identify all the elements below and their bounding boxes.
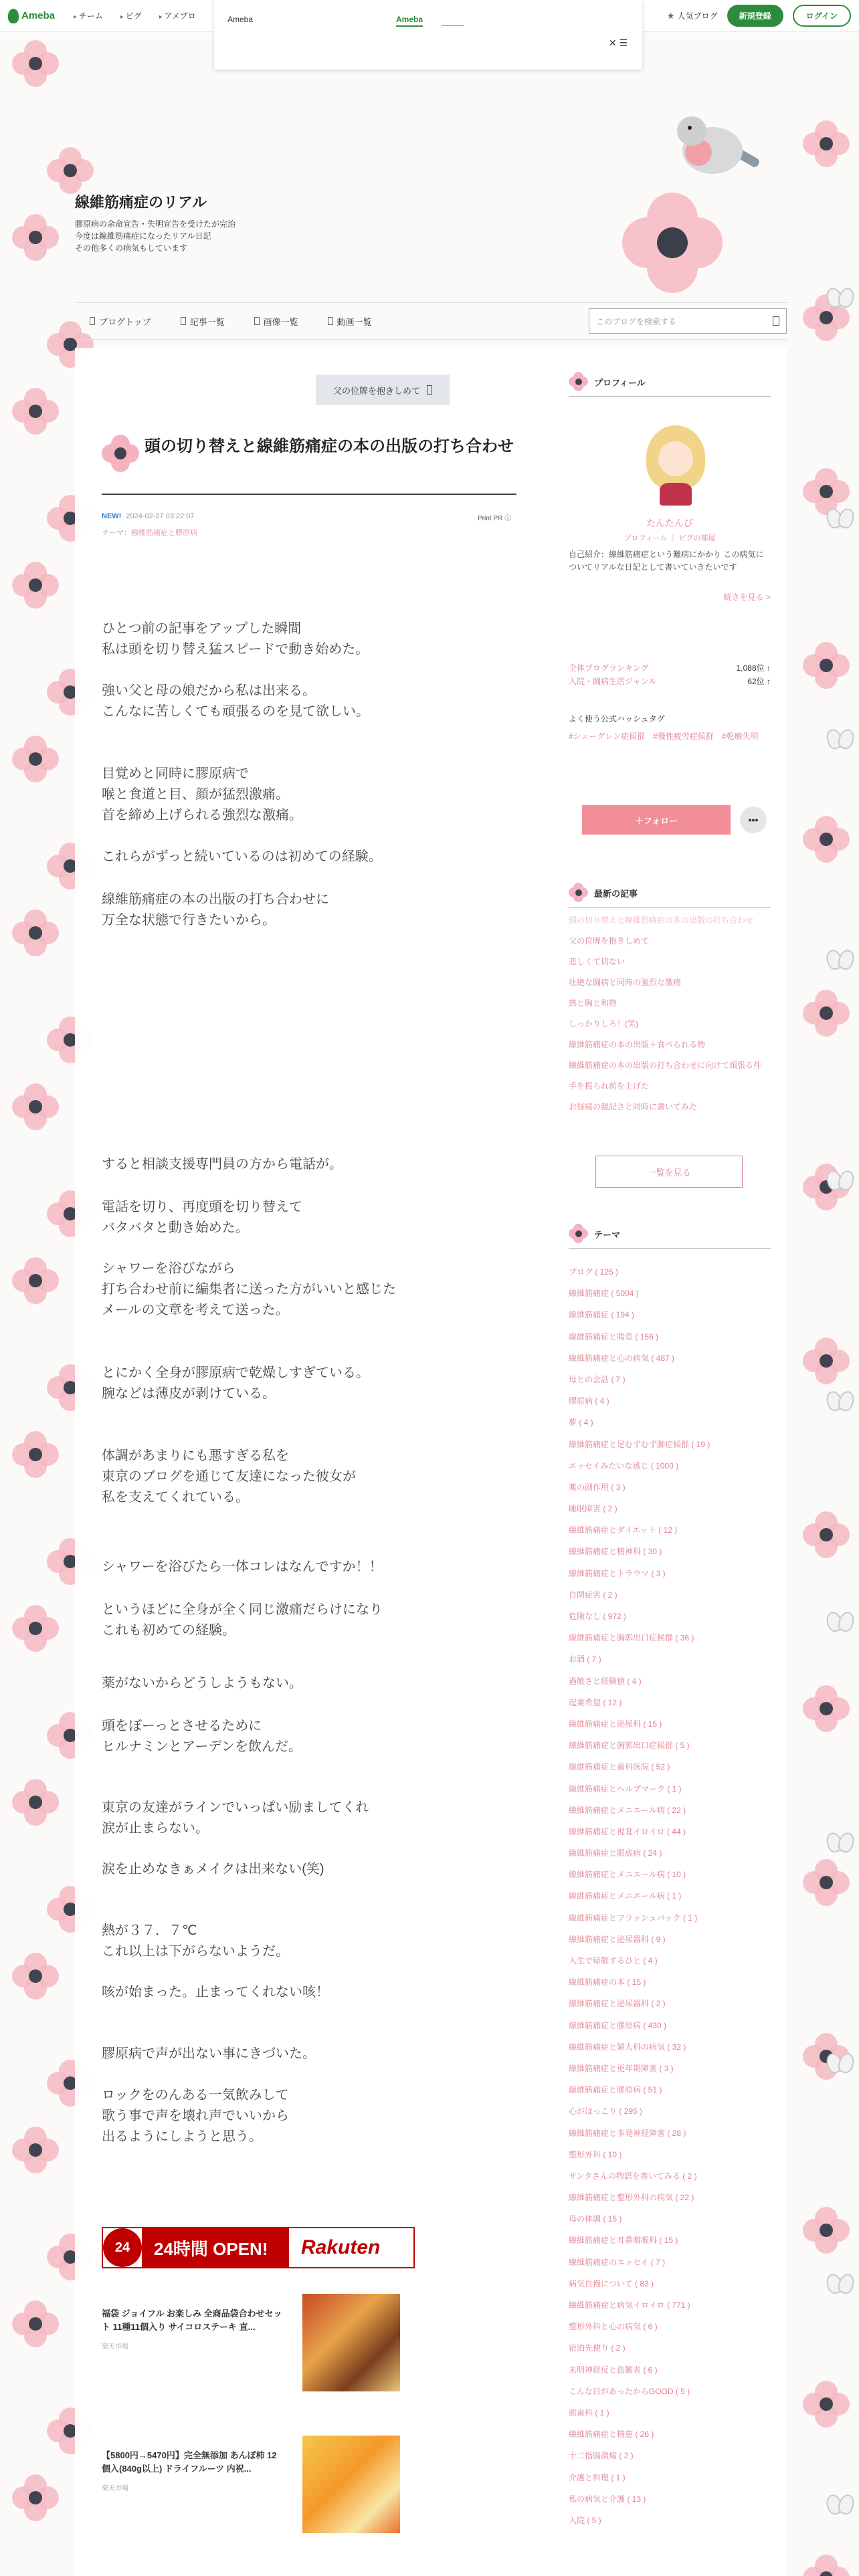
entry-line: これも初めての経験。 — [102, 1623, 235, 1638]
theme-prefix: テーマ： — [102, 529, 131, 537]
entry-paragraph — [102, 1557, 516, 1578]
decor-flower-icon — [803, 1511, 850, 1558]
hashtag-heading: よく使う公式ハッシュタグ — [569, 714, 665, 724]
decor-flower-icon — [12, 1779, 59, 1826]
nav-label: ブログトップ — [99, 316, 151, 327]
entry-paragraph — [102, 847, 516, 867]
ad-image — [302, 2294, 400, 2391]
nav-article-list[interactable] — [181, 315, 225, 328]
theme-link[interactable]: 線維筋痛症と精神科 ( 30 ) — [569, 1547, 662, 1557]
decor-butterfly-icon — [827, 2053, 854, 2072]
more-options-button[interactable]: ••• — [740, 807, 767, 833]
decor-flower-icon — [12, 1431, 59, 1478]
recent-article-link[interactable]: 線維筋痛症の本の出版＋食べられる物 — [569, 1040, 706, 1049]
ad-source: 楽天市場 — [102, 2343, 128, 2351]
flower-icon — [102, 435, 139, 472]
entry-paragraph — [102, 1446, 516, 1508]
blog-nav — [75, 302, 787, 340]
global-nav-team[interactable]: ▸ チーム — [74, 10, 103, 21]
ad-text: 福袋 ジョイフル お楽しみ 全商品袋合わせセット 11種11個入り サイコロステーキ 直... — [102, 2309, 282, 2332]
hashtag-list[interactable]: #シェーグレン症候群 #慢性疲労症候群 #乾癬失明 — [569, 732, 759, 741]
entry-paragraph — [102, 1600, 516, 1641]
entry-line: 線維筋痛症の本の出版の打ち合わせに — [102, 892, 329, 907]
entry-line: シャワーを浴びながら — [102, 1261, 235, 1276]
theme-link[interactable]: 線維筋痛症とメニエール病 ( 22 ) — [569, 1805, 686, 1815]
entry-line: 咳が始まった。止まってくれない咳！ — [102, 1985, 329, 2000]
theme-link[interactable]: 入生で帰敬するひと ( 4 ) — [569, 1956, 658, 1965]
decor-flower-icon — [12, 1953, 59, 2000]
entry-line: 熱が３７．７℃ — [102, 1923, 197, 1938]
entry-line: 東京のブログを通じて友達になった彼女が — [102, 1469, 356, 1484]
decor-flower-icon — [803, 2555, 850, 2576]
theme-link[interactable]: 病気自慢について ( 83 ) — [569, 2278, 654, 2288]
entry-line: これ以上は下がらないようだ。 — [102, 1944, 289, 1959]
avatar[interactable] — [644, 425, 708, 506]
nav-label: 画像一覧 — [263, 316, 298, 327]
theme-link[interactable]: 入院 ( 5 ) — [569, 2515, 601, 2525]
decor-flower-icon — [803, 1337, 850, 1384]
popular-blog-link[interactable] — [667, 10, 718, 21]
theme-link[interactable]: 前歯科 ( 1 ) — [569, 2407, 609, 2418]
entry-line: 強い父と母の娘だから私は出来る。 — [102, 683, 316, 698]
profile-more-link[interactable]: 続きを見る > — [723, 593, 771, 602]
theme-link[interactable]: 線維筋痛症と膠原病 ( 51 ) — [569, 2085, 662, 2095]
entry-paragraph — [102, 1197, 516, 1239]
image-icon — [254, 317, 260, 325]
theme-link[interactable]: 線維筋痛症の本 ( 15 ) — [569, 1977, 646, 1988]
decor-butterfly-icon — [827, 2274, 854, 2292]
theme-link[interactable]: 線維筋痛症と整形外科の病気 ( 22 ) — [569, 2193, 694, 2203]
popup-close-icon[interactable]: ✕ ☰ — [608, 37, 628, 48]
entry-line: 涙が止まらない。 — [102, 1821, 209, 1836]
recent-article-link[interactable]: 壮絶な闘病と同時の強烈な激痛 — [569, 978, 682, 987]
entry-paragraph — [102, 619, 516, 660]
ameba-logo[interactable] — [8, 9, 55, 23]
theme-link[interactable]: 線維筋痛症と視覚イロイロ ( 44 ) — [569, 1826, 686, 1836]
ranking-overall[interactable] — [569, 662, 771, 673]
theme-link[interactable]: 線維筋痛症と膠原病 ( 430 ) — [569, 2020, 667, 2030]
decor-butterfly-icon — [827, 1170, 854, 1189]
entry-title[interactable]: 頭の切り替えと線維筋痛症の本の出版の打ち合わせ — [145, 437, 514, 455]
nav-image-list[interactable] — [254, 315, 298, 328]
decor-butterfly-icon — [827, 1391, 854, 1410]
global-nav-pigg[interactable]: ▸ ピグ — [120, 10, 142, 21]
entry-paragraph — [102, 1859, 516, 1880]
entry-line: ひとつ前の記事をアップした瞬間 — [102, 621, 302, 636]
theme-link[interactable]: 線維筋痛症とメニエール病 ( 1 ) — [569, 1891, 682, 1901]
doc-icon — [181, 317, 186, 325]
arrow-icon — [427, 385, 432, 395]
decor-butterfly-icon — [827, 2494, 854, 2513]
entry-line: 薬がないからどうしようもない。 — [102, 1676, 302, 1691]
theme-link[interactable]: ブログ ( 125 ) — [569, 1267, 619, 1277]
new-badge: NEW! — [102, 512, 122, 520]
global-nav-ameblo[interactable]: ▸ アメブロ — [159, 10, 196, 21]
search-icon[interactable] — [773, 316, 779, 326]
entry-line: ヒルナミンとアーデンを飲んだ。 — [102, 1739, 302, 1754]
decor-flower-icon — [803, 816, 850, 863]
decor-flower-icon — [12, 1083, 59, 1130]
flower-icon — [569, 372, 589, 392]
theme-link[interactable]: 線維筋痛症と膠原病 — [131, 529, 197, 537]
blog-description — [75, 218, 235, 254]
star-icon: ★ — [666, 10, 675, 21]
search-placeholder: このブログを検索する — [596, 316, 677, 326]
entry-paragraph — [102, 764, 516, 826]
entry-theme — [102, 527, 197, 538]
theme-link[interactable]: 線維筋痛症と多発神経障害 ( 28 ) — [569, 2128, 686, 2138]
entry-line: とにかく全身が膠原病で乾燥しすぎている。 — [102, 1366, 369, 1380]
blog-desc-line: その他多くの病気もしています — [75, 243, 188, 253]
nav-blog-top[interactable] — [90, 315, 151, 328]
entry-paragraph — [102, 1921, 516, 1962]
entry-line: 目覚めと同時に膠原病で — [102, 766, 249, 781]
theme-link[interactable]: 線維筋痛症と胸郭出口症候群 ( 5 ) — [569, 1741, 690, 1751]
theme-link[interactable]: 線維筋痛症とトラウマ ( 3 ) — [569, 1568, 666, 1578]
theme-link[interactable]: 線維筋痛症と喘息 ( 156 ) — [569, 1331, 659, 1341]
theme-link[interactable]: 私の病気と介護 ( 13 ) — [569, 2494, 646, 2504]
anemone-flower-icon — [622, 193, 723, 293]
entry-line: メールの文章を考えて送った。 — [102, 1303, 289, 1317]
theme-link[interactable]: 線維筋痛症と更年期障害 ( 3 ) — [569, 2063, 674, 2073]
profile-intro: 自己紹介：線維筋痛症という難病にかかり この病気についてリアルな日記として書いていきたいです — [569, 550, 764, 572]
theme-link[interactable]: 起業希望 ( 12 ) — [569, 1697, 622, 1707]
decor-flower-icon — [12, 2300, 59, 2347]
theme-link[interactable]: 線維筋痛症と耳鼻咽喉科 ( 15 ) — [569, 2236, 678, 2246]
entry-paragraph — [102, 1363, 516, 1404]
popup-divider — [442, 25, 464, 26]
entry-line: というほどに全身が全く同じ激痛だらけになり — [102, 1602, 383, 1617]
popup-left-label: Ameba — [227, 15, 254, 24]
decor-flower-icon — [12, 2474, 59, 2521]
nav-label: 記事一覧 — [189, 316, 225, 327]
prev-article-link[interactable] — [316, 374, 450, 405]
doc-icon — [90, 317, 95, 325]
theme-link[interactable]: 線維筋痛症と歯科医院 ( 52 ) — [569, 1762, 670, 1772]
main-content — [75, 348, 787, 2576]
theme-link[interactable]: 整形外科と心の病気 ( 6 ) — [569, 2322, 658, 2332]
entry-line: シャワーを浴びたら一体コレはなんですか！！ — [102, 1560, 383, 1574]
decor-flower-icon — [12, 388, 59, 435]
decor-flower-icon — [803, 642, 850, 689]
theme-link[interactable]: 宿泊先便り ( 2 ) — [569, 2343, 626, 2353]
view-all-button[interactable]: 一覧を見る — [595, 1156, 743, 1188]
decor-flower-icon — [803, 1685, 850, 1732]
entry-line: ロックをのんある一気飲みして — [102, 2088, 289, 2103]
theme-link[interactable]: 線維筋痛症のエッセイ ( 7 ) — [569, 2257, 666, 2267]
overlay-popup — [214, 0, 642, 70]
recent-article-link[interactable]: 父の位牌を抱きしめて — [569, 936, 650, 946]
decor-flower-icon — [803, 2381, 850, 2428]
entry-line: 歌う事で声を壊れ声でいいから — [102, 2109, 289, 2123]
flower-icon — [569, 1224, 589, 1244]
theme-link[interactable]: 線維筋痛症と病気イロイロ ( 771 ) — [569, 2300, 690, 2310]
recent-article-link[interactable]: 手を振られ前を上げた — [569, 1081, 650, 1091]
recent-heading — [569, 883, 771, 907]
decor-flower-icon — [12, 1257, 59, 1304]
entry-line: すると相談支援専門員の方から電話が。 — [102, 1157, 343, 1172]
theme-link[interactable]: サンタさんの物語を書いてみる ( 2 ) — [569, 2171, 697, 2181]
theme-link[interactable]: 線維筋痛症とフラッシュバック ( 1 ) — [569, 1913, 698, 1923]
video-icon — [328, 317, 333, 325]
ranking-label: 入院・闘病生活ジャンル — [569, 677, 657, 686]
clock-icon: 24 — [103, 2228, 142, 2267]
decor-flower-icon — [12, 1605, 59, 1652]
entry-line: 万全な状態で行きたいから。 — [102, 913, 276, 928]
theme-link[interactable]: 線維筋痛症と心の病気 ( 487 ) — [569, 1353, 675, 1363]
theme-link[interactable]: 夢 ( 4 ) — [569, 1418, 593, 1428]
theme-heading — [569, 1224, 771, 1249]
entry-line: 腕などは薄皮が剥けている。 — [102, 1386, 276, 1401]
ad-image — [302, 2436, 400, 2533]
ad-source: 楽天市場 — [102, 2485, 128, 2492]
profile-heading — [569, 372, 771, 397]
banner-open-text: 24時間 OPEN! — [142, 2228, 289, 2267]
entry-line: 打ち合わせ前に編集者に送った方がいいと感じた — [102, 1282, 396, 1297]
nav-video-list[interactable] — [328, 315, 372, 328]
header-actions — [667, 5, 851, 27]
recent-article-link[interactable]: 線維筋痛症の本の出版の打ち合わせに向けて頑張る件 — [569, 1061, 762, 1070]
theme-link[interactable]: 線維筋痛症と足むずむず脚症候群 ( 19 ) — [569, 1439, 710, 1449]
theme-link[interactable]: 線維筋痛症とダイエット ( 12 ) — [569, 1525, 678, 1535]
recent-article-link[interactable]: 熱と胸と和物 — [569, 998, 617, 1008]
entry-line: バタバタと動き始めた。 — [102, 1220, 249, 1235]
nav-label: 動画一覧 — [337, 316, 372, 327]
ad-item[interactable] — [102, 2436, 409, 2536]
entry-paragraph — [102, 2085, 516, 2147]
entry-datetime: 2024-02-27 03:22:07 — [126, 512, 195, 520]
theme-link[interactable]: 線維筋痛症と胸郭出口症候群 ( 36 ) — [569, 1633, 694, 1643]
entry-line: こんなに苦しくても頑張るのを見て欲しい。 — [102, 704, 369, 719]
blog-desc-line: 膠原病の余命宣告・失明宣告を受けたが完治 — [75, 219, 236, 229]
theme-link[interactable]: 線維筋痛症と婦人科の病気 ( 32 ) — [569, 2042, 686, 2052]
theme-link[interactable]: 睡眠障害 ( 2 ) — [569, 1504, 617, 1514]
entry-line: 体調があまりにも悪すぎる私を — [102, 1448, 289, 1463]
theme-link[interactable]: 線維筋痛症 ( 194 ) — [569, 1310, 635, 1320]
decor-butterfly-icon — [827, 1832, 854, 1851]
follow-button[interactable]: ＋フォロー — [582, 805, 731, 835]
entry-line: 電話を切り、再度頭を切り替えて — [102, 1200, 302, 1214]
blog-header — [0, 32, 859, 300]
flower-icon — [569, 883, 589, 903]
recent-article-link[interactable]: 悲しくて切ない — [569, 957, 626, 966]
ameba-brand: Ameba — [21, 10, 56, 21]
decor-flower-icon — [12, 736, 59, 782]
theme-link[interactable]: 過敏さと経験値 ( 4 ) — [569, 1676, 642, 1686]
ranking-value: 62位 ↑ — [747, 677, 771, 686]
ranking-value: 1,088位 ↑ — [736, 663, 771, 673]
entry-paragraph — [102, 681, 516, 722]
theme-link[interactable]: 危険なし ( 972 ) — [569, 1612, 627, 1621]
ad-item[interactable] — [102, 2294, 409, 2394]
entry-line: 頭をぼーっとさせるために — [102, 1719, 262, 1733]
entry-line: これらがずっと続いているのは初めての経験。 — [102, 849, 382, 864]
entry-line: 東京の友達がラインでいっぱい励ましてくれ — [102, 1800, 369, 1815]
rakuten-logo: Rakuten — [301, 2236, 381, 2258]
decor-flower-icon — [803, 1859, 850, 1906]
ad-text: 【5800円→5470円】完全無添加 あんぽ柿 12個入(840g以上) ドライフルーツ 内祝... — [102, 2450, 277, 2474]
print-pr-label[interactable]: Print PR ⓘ — [478, 515, 512, 522]
login-button[interactable]: ログイン — [793, 5, 851, 27]
entry-paragraph — [102, 1673, 516, 1694]
entry-line: 喉と食道と目、顔が猛烈激痛。 — [102, 787, 289, 802]
theme-link[interactable]: 線維筋痛症とヘルプマーク ( 1 ) — [569, 1784, 682, 1794]
profile-links[interactable]: プロフィール ｜ ピグの部屋 — [624, 534, 716, 542]
recent-article-link[interactable]: しっかりしろ！(笑) — [569, 1019, 638, 1029]
robin-bird-icon — [676, 107, 756, 194]
decor-butterfly-icon — [827, 950, 854, 968]
theme-heading-label: テーマ — [594, 1229, 621, 1240]
entry-paragraph — [102, 889, 516, 931]
theme-list — [569, 1261, 771, 2531]
entry-line: 出るようにしようと思う。 — [102, 2129, 262, 2144]
recent-article-link[interactable]: お昼寝の親記さと同時に書いてみた — [569, 1102, 698, 1111]
global-nav — [74, 10, 196, 21]
ranking-label: 全体ブログランキング — [569, 663, 649, 673]
theme-link[interactable]: 未明神経反と盗難者 ( 6 ) — [569, 2365, 658, 2375]
entry-line: 私を支えてくれている。 — [102, 1490, 249, 1505]
entry-paragraph — [102, 1154, 516, 1175]
theme-link[interactable]: 線維筋痛症とメニエール病 ( 10 ) — [569, 1870, 686, 1880]
theme-link[interactable]: 薬の副作用 ( 3 ) — [569, 1482, 626, 1492]
theme-link[interactable]: こんな日があったからGOOD ( 5 ) — [569, 2386, 690, 2396]
theme-link[interactable]: 線維筋痛症と泌尿科 ( 15 ) — [569, 1719, 662, 1729]
theme-link[interactable]: 介護と料理 ( 1 ) — [569, 2472, 626, 2482]
recent-article-link[interactable]: 頭の切り替えと線維筋痛症の本の出版の打ち合わせ — [569, 916, 754, 925]
theme-link[interactable]: 母の体調 ( 15 ) — [569, 2214, 622, 2224]
entry-paragraph — [102, 1982, 516, 2003]
theme-link[interactable]: 線維筋痛症と眼底病 ( 24 ) — [569, 1848, 662, 1858]
decor-butterfly-icon — [827, 1612, 854, 1630]
theme-link[interactable]: 整形外科 ( 10 ) — [569, 2149, 622, 2159]
blog-search-input[interactable] — [589, 308, 787, 334]
ranking-genre[interactable] — [569, 675, 771, 687]
theme-link[interactable]: 母との会話 ( 7 ) — [569, 1374, 626, 1384]
entry-line: 涙を止めなきぁメイクは出来ない(笑) — [102, 1862, 324, 1876]
decor-flower-icon — [12, 909, 59, 956]
popup-tab-ameba[interactable]: Ameba — [396, 15, 423, 27]
recent-heading-label: 最新の記事 — [594, 888, 638, 899]
title-divider — [102, 494, 516, 495]
theme-link[interactable]: 自閉症害 ( 2 ) — [569, 1590, 617, 1600]
entry-paragraph — [102, 1798, 516, 1839]
theme-link[interactable]: 心がほっこり ( 295 ) — [569, 2107, 643, 2117]
entry-paragraph — [102, 2044, 516, 2064]
signup-button[interactable]: 新規登録 — [727, 5, 783, 27]
theme-link[interactable]: 十二指腸潰瘍 ( 2 ) — [569, 2451, 634, 2461]
decor-flower-icon — [803, 2207, 850, 2254]
theme-link[interactable]: 線維筋痛症と泌尿器科 ( 9 ) — [569, 1934, 666, 1944]
theme-link[interactable]: 線維筋痛症と精患 ( 26 ) — [569, 2430, 654, 2440]
entry-line: 首を締め上げられる強烈な激痛。 — [102, 808, 302, 823]
theme-link[interactable]: 線維筋痛症 ( 5004 ) — [569, 1289, 639, 1299]
decor-flower-icon — [12, 562, 59, 609]
decor-butterfly-icon — [827, 508, 854, 527]
blog-desc-line: 今度は線維筋痛症になったリアル日記 — [75, 231, 211, 241]
decor-flower-icon — [12, 2127, 59, 2173]
decor-flower-icon — [803, 990, 850, 1037]
popular-blog-label: 人気ブログ — [677, 11, 718, 21]
theme-link[interactable]: お酒 ( 7 ) — [569, 1654, 601, 1665]
entry-date — [102, 512, 195, 520]
profile-heading-label: プロフィール — [594, 377, 646, 388]
profile-name[interactable]: たんたんび — [646, 518, 693, 528]
prev-article-label: 父の位牌を抱きしめて — [332, 385, 420, 396]
rakuten-banner-ad[interactable] — [102, 2227, 415, 2268]
entry-paragraph — [102, 1716, 516, 1757]
entry-line: 私は頭を切り替え猛スピードで動き始めた。 — [102, 642, 369, 657]
recent-articles — [569, 915, 771, 1122]
entry-line: 膠原病で声が出ない事にきづいた。 — [102, 2046, 316, 2061]
ameba-leaf-icon — [8, 9, 19, 23]
entry-header — [102, 435, 516, 472]
theme-link[interactable]: エッセイみたいな感じ ( 1000 ) — [569, 1461, 679, 1471]
decor-butterfly-icon — [827, 729, 854, 748]
blog-title[interactable]: 線維筋痛症のリアル — [75, 194, 207, 211]
theme-link[interactable]: 線維筋痛症と泌尿器科 ( 2 ) — [569, 1999, 666, 2009]
entry-paragraph — [102, 1259, 516, 1321]
theme-link[interactable]: 膠原病 ( 4 ) — [569, 1396, 609, 1406]
